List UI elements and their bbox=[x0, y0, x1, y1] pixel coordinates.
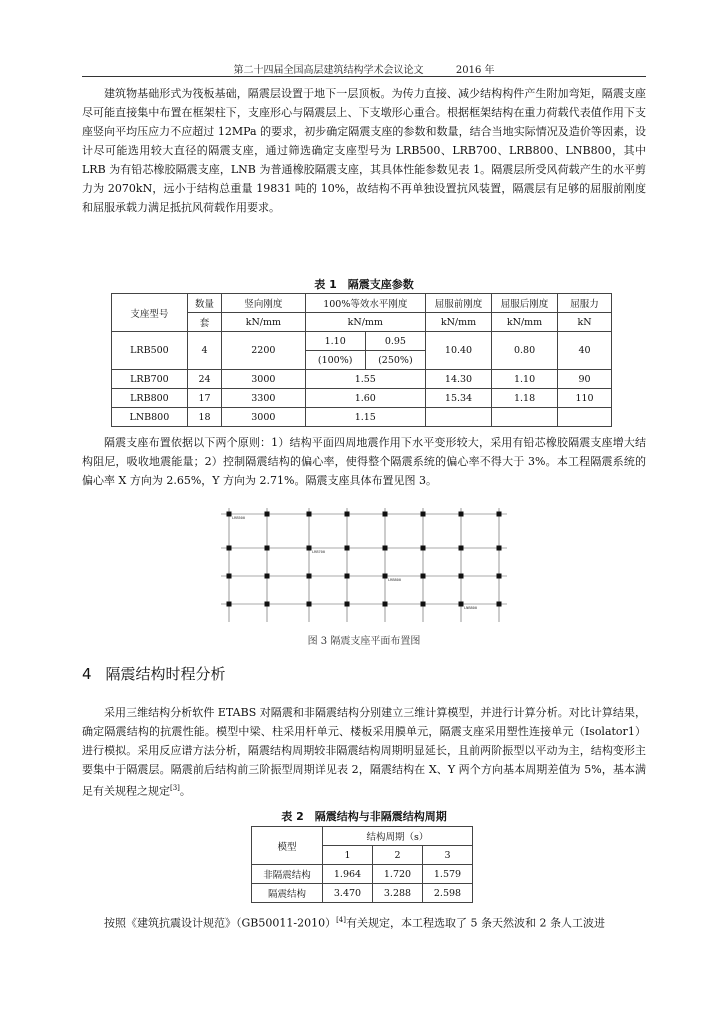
bearing-marker bbox=[345, 512, 350, 517]
bearing-marker bbox=[459, 512, 464, 517]
cell-force bbox=[558, 408, 612, 427]
cell-force: 40 bbox=[558, 332, 612, 370]
figure3-caption: 图 3 隔震支座平面布置图 bbox=[307, 636, 421, 647]
bearing-marker bbox=[345, 546, 350, 551]
th-mode-2: 2 bbox=[373, 846, 423, 865]
bearing-marker bbox=[307, 512, 312, 517]
paragraph-seismic-waves-b: 有关规定，本工程选取了 5 条天然波和 2 条人工波进 bbox=[346, 916, 605, 930]
bearing-marker bbox=[265, 546, 270, 551]
bearing-marker bbox=[307, 574, 312, 579]
plan-label-lnb800: LNB800 bbox=[464, 606, 477, 610]
paragraph-layout-principles: 隔震支座布置依据以下两个原则：1）结构平面四周地震作用下水平变形较大，采用有铅芯橡胶隔震支座增大结构阻尼，吸收地震能量；2）控制隔震结构的偏心率，使得整个隔震系统的偏心率不得大于 3%。本工程隔震系统的偏心率 X 方向为 2.65%，Y 方向为 2.71%。隔震支座具体布置见图 3。 bbox=[82, 436, 646, 487]
cell-force: 110 bbox=[558, 389, 612, 408]
paragraph-time-history bbox=[82, 703, 646, 801]
th-vert: 竖向刚度 bbox=[222, 294, 305, 313]
th-force: 屈服力 bbox=[558, 294, 612, 313]
cell-model: LRB500 bbox=[112, 332, 188, 370]
bearing-marker bbox=[383, 546, 388, 551]
header-title: 第二十四届全国高层建筑结构学术会议论文 bbox=[233, 65, 424, 76]
cell-horiz: 1.15 bbox=[305, 408, 425, 427]
plan-label-lrb500: LRB500 bbox=[232, 516, 245, 520]
cell-qty: 17 bbox=[187, 389, 221, 408]
paragraph-time-history-text: 采用三维结构分析软件 ETABS 对隔震和非隔震结构分别建立三维计算模型，并进行计算分析。对比计算结果，确定隔震结构的抗震性能。模型中梁、柱采用杆单元、楼板采用膜单元，隔震支座采用塑性连接单元（Isolator1）进行模拟。采用反应谱方法分析，隔震结构周期较非隔震结构周期明显延长，且前两阶振型以平动为主，结构变形主要集中于隔震层。隔震前后结构前三阶振型周期详见表 2，隔震结构在 X、Y 两个方向基本周期差值为 5%，基本满足有关规程之规定 bbox=[82, 706, 646, 798]
cell-post: 1.18 bbox=[492, 389, 558, 408]
cell-horiz-100: 1.10 bbox=[305, 332, 365, 351]
paragraph-bearing-selection: 建筑物基础形式为筏板基础，隔震层设置于地下一层顶板。为传力直接、减少结构构件产生附加弯矩，隔震支座尽可能直接集中布置在框架柱下，支座形心与隔震层上、下支墩形心重合。根据框架结构在重力荷载代表值作用下支座竖向平均压应力不应超过 12MPa 的要求，初步确定隔震支座的参数和数量，结合当地实际情况及造价等因素，设计尽可能选用较大直径的隔震支座，通过筛选确定支座型号为 LRB500、LRB700、LRB800、LNB800，其中 LRB 为有铅芯橡胶隔震支座，LNB 为普通橡胶隔震支座，其具体性能参数见表 1。隔震层所受风荷载产生的水平剪力为 2070kN，远小于结构总重量 19831 吨的 10%，故结构不再单独设置抗风装置，隔震层有足够的屈服前刚度和屈服承载力满足抵抗风荷载作用要求。 bbox=[82, 87, 646, 214]
section-title: 隔震结构时程分析 bbox=[105, 665, 226, 683]
cell-p2: 1.720 bbox=[373, 865, 423, 884]
cell-horiz-250: 0.95 bbox=[365, 332, 425, 351]
header-year: 2016 年 bbox=[455, 65, 495, 76]
cell-pre bbox=[426, 408, 492, 427]
table-row bbox=[112, 408, 612, 427]
bearing-marker bbox=[421, 546, 426, 551]
cell-horiz: 1.55 bbox=[305, 370, 425, 389]
plan-grid bbox=[221, 508, 507, 622]
cell-post bbox=[492, 408, 558, 427]
cell-pre: 14.30 bbox=[426, 370, 492, 389]
th-force-unit: kN bbox=[558, 313, 612, 332]
bearing-marker bbox=[459, 602, 464, 607]
cell-post: 0.80 bbox=[492, 332, 558, 370]
paragraph-seismic-waves bbox=[82, 911, 646, 933]
cell-force: 90 bbox=[558, 370, 612, 389]
bearing-marker bbox=[459, 546, 464, 551]
bearing-plan-figure bbox=[219, 506, 509, 625]
cell-model: LRB700 bbox=[112, 370, 188, 389]
th-qty: 数量 bbox=[187, 294, 221, 313]
cell-pre: 10.40 bbox=[426, 332, 492, 370]
table-row bbox=[252, 884, 473, 903]
plan-label-lrb800: LRB800 bbox=[388, 578, 401, 582]
th-post-unit: kN/mm bbox=[492, 313, 558, 332]
table1-caption: 表 1 隔震支座参数 bbox=[314, 278, 414, 291]
header-rule bbox=[82, 76, 646, 77]
bearing-marker bbox=[497, 512, 502, 517]
cell-qty: 4 bbox=[187, 332, 221, 370]
citation-4[interactable]: [4] bbox=[336, 916, 346, 924]
bearing-marker bbox=[227, 512, 232, 517]
cell-p1: 1.964 bbox=[323, 865, 373, 884]
bearing-marker bbox=[497, 602, 502, 607]
bearing-marker bbox=[383, 512, 388, 517]
cell-p3: 2.598 bbox=[423, 884, 473, 903]
cell-model: LRB800 bbox=[112, 389, 188, 408]
cell-name: 隔震结构 bbox=[252, 884, 323, 903]
bearing-marker bbox=[307, 546, 312, 551]
th-pre-unit: kN/mm bbox=[426, 313, 492, 332]
th-pre: 屈服前刚度 bbox=[426, 294, 492, 313]
bearing-marker bbox=[421, 574, 426, 579]
table-row bbox=[112, 389, 612, 408]
cell-qty: 24 bbox=[187, 370, 221, 389]
cell-vert: 3000 bbox=[222, 370, 305, 389]
table-bearing-parameters bbox=[111, 293, 612, 427]
cell-horiz-250-note: (250%) bbox=[365, 351, 425, 370]
table2-caption: 表 2 隔震结构与非隔震结构周期 bbox=[281, 810, 447, 823]
cell-post: 1.10 bbox=[492, 370, 558, 389]
cell-qty: 18 bbox=[187, 408, 221, 427]
cell-vert: 3000 bbox=[222, 408, 305, 427]
section-heading bbox=[82, 663, 240, 684]
th-vert-unit: kN/mm bbox=[222, 313, 305, 332]
bearing-marker bbox=[307, 602, 312, 607]
bearing-marker bbox=[345, 574, 350, 579]
bearing-marker bbox=[459, 574, 464, 579]
bearing-marker bbox=[421, 602, 426, 607]
cell-model: LNB800 bbox=[112, 408, 188, 427]
th-horiz-unit: kN/mm bbox=[305, 313, 425, 332]
cell-pre: 15.34 bbox=[426, 389, 492, 408]
cell-vert: 2200 bbox=[222, 332, 305, 370]
table-period-comparison bbox=[251, 826, 473, 903]
cell-p3: 1.579 bbox=[423, 865, 473, 884]
bearing-marker bbox=[227, 546, 232, 551]
th-post: 屈服后刚度 bbox=[492, 294, 558, 313]
cell-p1: 3.470 bbox=[323, 884, 373, 903]
section-number: 4 bbox=[82, 665, 92, 683]
bearing-marker bbox=[383, 602, 388, 607]
table-row bbox=[112, 370, 612, 389]
cell-vert: 3300 bbox=[222, 389, 305, 408]
paragraph-seismic-waves-a: 按照《建筑抗震设计规范》（GB50011-2010） bbox=[104, 916, 337, 930]
bearing-marker bbox=[345, 602, 350, 607]
th-model: 支座型号 bbox=[112, 294, 188, 332]
bearing-marker bbox=[265, 602, 270, 607]
paragraph-time-history-end: 。 bbox=[179, 784, 191, 798]
table-row bbox=[252, 865, 473, 884]
bearing-marker bbox=[497, 546, 502, 551]
cell-name: 非隔震结构 bbox=[252, 865, 323, 884]
bearing-marker bbox=[265, 512, 270, 517]
running-header bbox=[82, 61, 646, 76]
th-mode-3: 3 bbox=[423, 846, 473, 865]
cell-horiz: 1.60 bbox=[305, 389, 425, 408]
cell-horiz-100-note: (100%) bbox=[305, 351, 365, 370]
bearing-marker bbox=[421, 512, 426, 517]
th-qty-unit: 套 bbox=[187, 313, 221, 332]
bearing-marker bbox=[497, 574, 502, 579]
th-period: 结构周期（s） bbox=[323, 827, 473, 846]
bearing-marker bbox=[227, 574, 232, 579]
bearing-marker bbox=[227, 602, 232, 607]
th-horiz: 100%等效水平刚度 bbox=[305, 294, 425, 313]
bearing-marker bbox=[265, 574, 270, 579]
bearing-marker bbox=[383, 574, 388, 579]
cell-p2: 3.288 bbox=[373, 884, 423, 903]
citation-3[interactable]: [3] bbox=[170, 784, 180, 792]
plan-label-lrb700: LRB700 bbox=[312, 550, 325, 554]
th-mode-1: 1 bbox=[323, 846, 373, 865]
th-model2: 模型 bbox=[252, 827, 323, 865]
